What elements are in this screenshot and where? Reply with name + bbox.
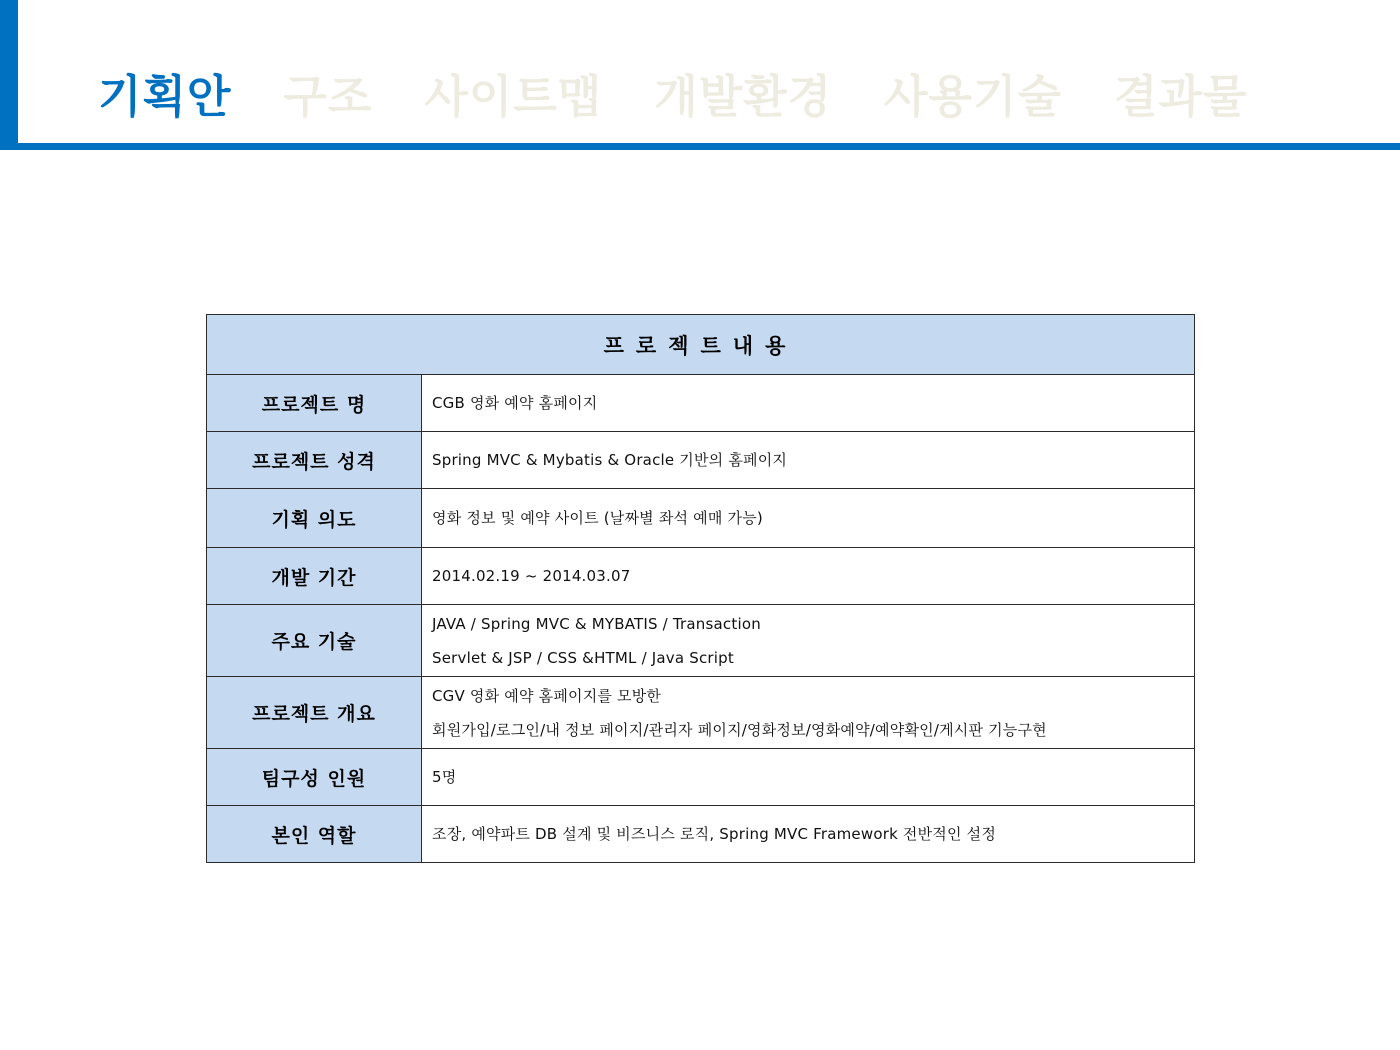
value-line: 회원가입/로그인/내 정보 페이지/관리자 페이지/영화정보/영화예약/예약확인/게시판 기능구현 — [432, 720, 1047, 739]
table-title: 프로젝트내용 — [207, 315, 1195, 375]
value-line: JAVA / Spring MVC & MYBATIS / Transaction — [432, 614, 761, 633]
tab-dev-environment[interactable]: 개발환경 — [654, 69, 833, 123]
table-row — [207, 548, 1195, 605]
row-value — [422, 605, 1195, 677]
table-row — [207, 749, 1195, 806]
table-row — [207, 432, 1195, 489]
table-title-row — [207, 315, 1195, 375]
tab-technologies[interactable]: 사용기술 — [884, 69, 1063, 123]
row-value — [422, 677, 1195, 749]
tab-sitemap[interactable]: 사이트맵 — [424, 69, 603, 123]
table-row — [207, 806, 1195, 863]
tab-results[interactable]: 결과물 — [1114, 69, 1248, 123]
value-line: 2014.02.19 ~ 2014.03.07 — [432, 567, 631, 585]
table-row — [207, 605, 1195, 677]
value-line: CGB 영화 예약 홈페이지 — [432, 394, 598, 412]
row-label: 주요 기술 — [207, 605, 422, 677]
row-label: 기획 의도 — [207, 489, 422, 548]
tab-proposal[interactable]: 기획안 — [98, 69, 232, 123]
value-line: 5명 — [432, 768, 457, 786]
value-line: Spring MVC & Mybatis & Oracle 기반의 홈페이지 — [432, 451, 788, 469]
value-line: 조장, 예약파트 DB 설계 및 비즈니스 로직, Spring MVC Framework 전반적인 설정 — [432, 825, 997, 843]
row-value — [422, 375, 1195, 432]
table-row — [207, 677, 1195, 749]
value-line: Servlet & JSP / CSS &HTML / Java Script — [432, 648, 734, 667]
row-value — [422, 806, 1195, 863]
value-line: 영화 정보 및 예약 사이트 (날짜별 좌석 예매 가능) — [432, 509, 763, 527]
row-label: 프로젝트 성격 — [207, 432, 422, 489]
row-label: 본인 역할 — [207, 806, 422, 863]
row-label: 팀구성 인원 — [207, 749, 422, 806]
row-label: 프로젝트 명 — [207, 375, 422, 432]
row-label: 프로젝트 개요 — [207, 677, 422, 749]
row-value — [422, 749, 1195, 806]
tab-structure[interactable]: 구조 — [283, 69, 373, 123]
row-label: 개발 기간 — [207, 548, 422, 605]
table-row — [207, 375, 1195, 432]
header-divider — [0, 143, 1400, 150]
row-value — [422, 548, 1195, 605]
accent-bar — [0, 0, 18, 150]
row-value — [422, 489, 1195, 548]
project-info-table — [206, 314, 1195, 863]
row-value — [422, 432, 1195, 489]
table-row — [207, 489, 1195, 548]
section-nav — [98, 56, 1299, 128]
value-line: CGV 영화 예약 홈페이지를 모방한 — [432, 686, 662, 705]
